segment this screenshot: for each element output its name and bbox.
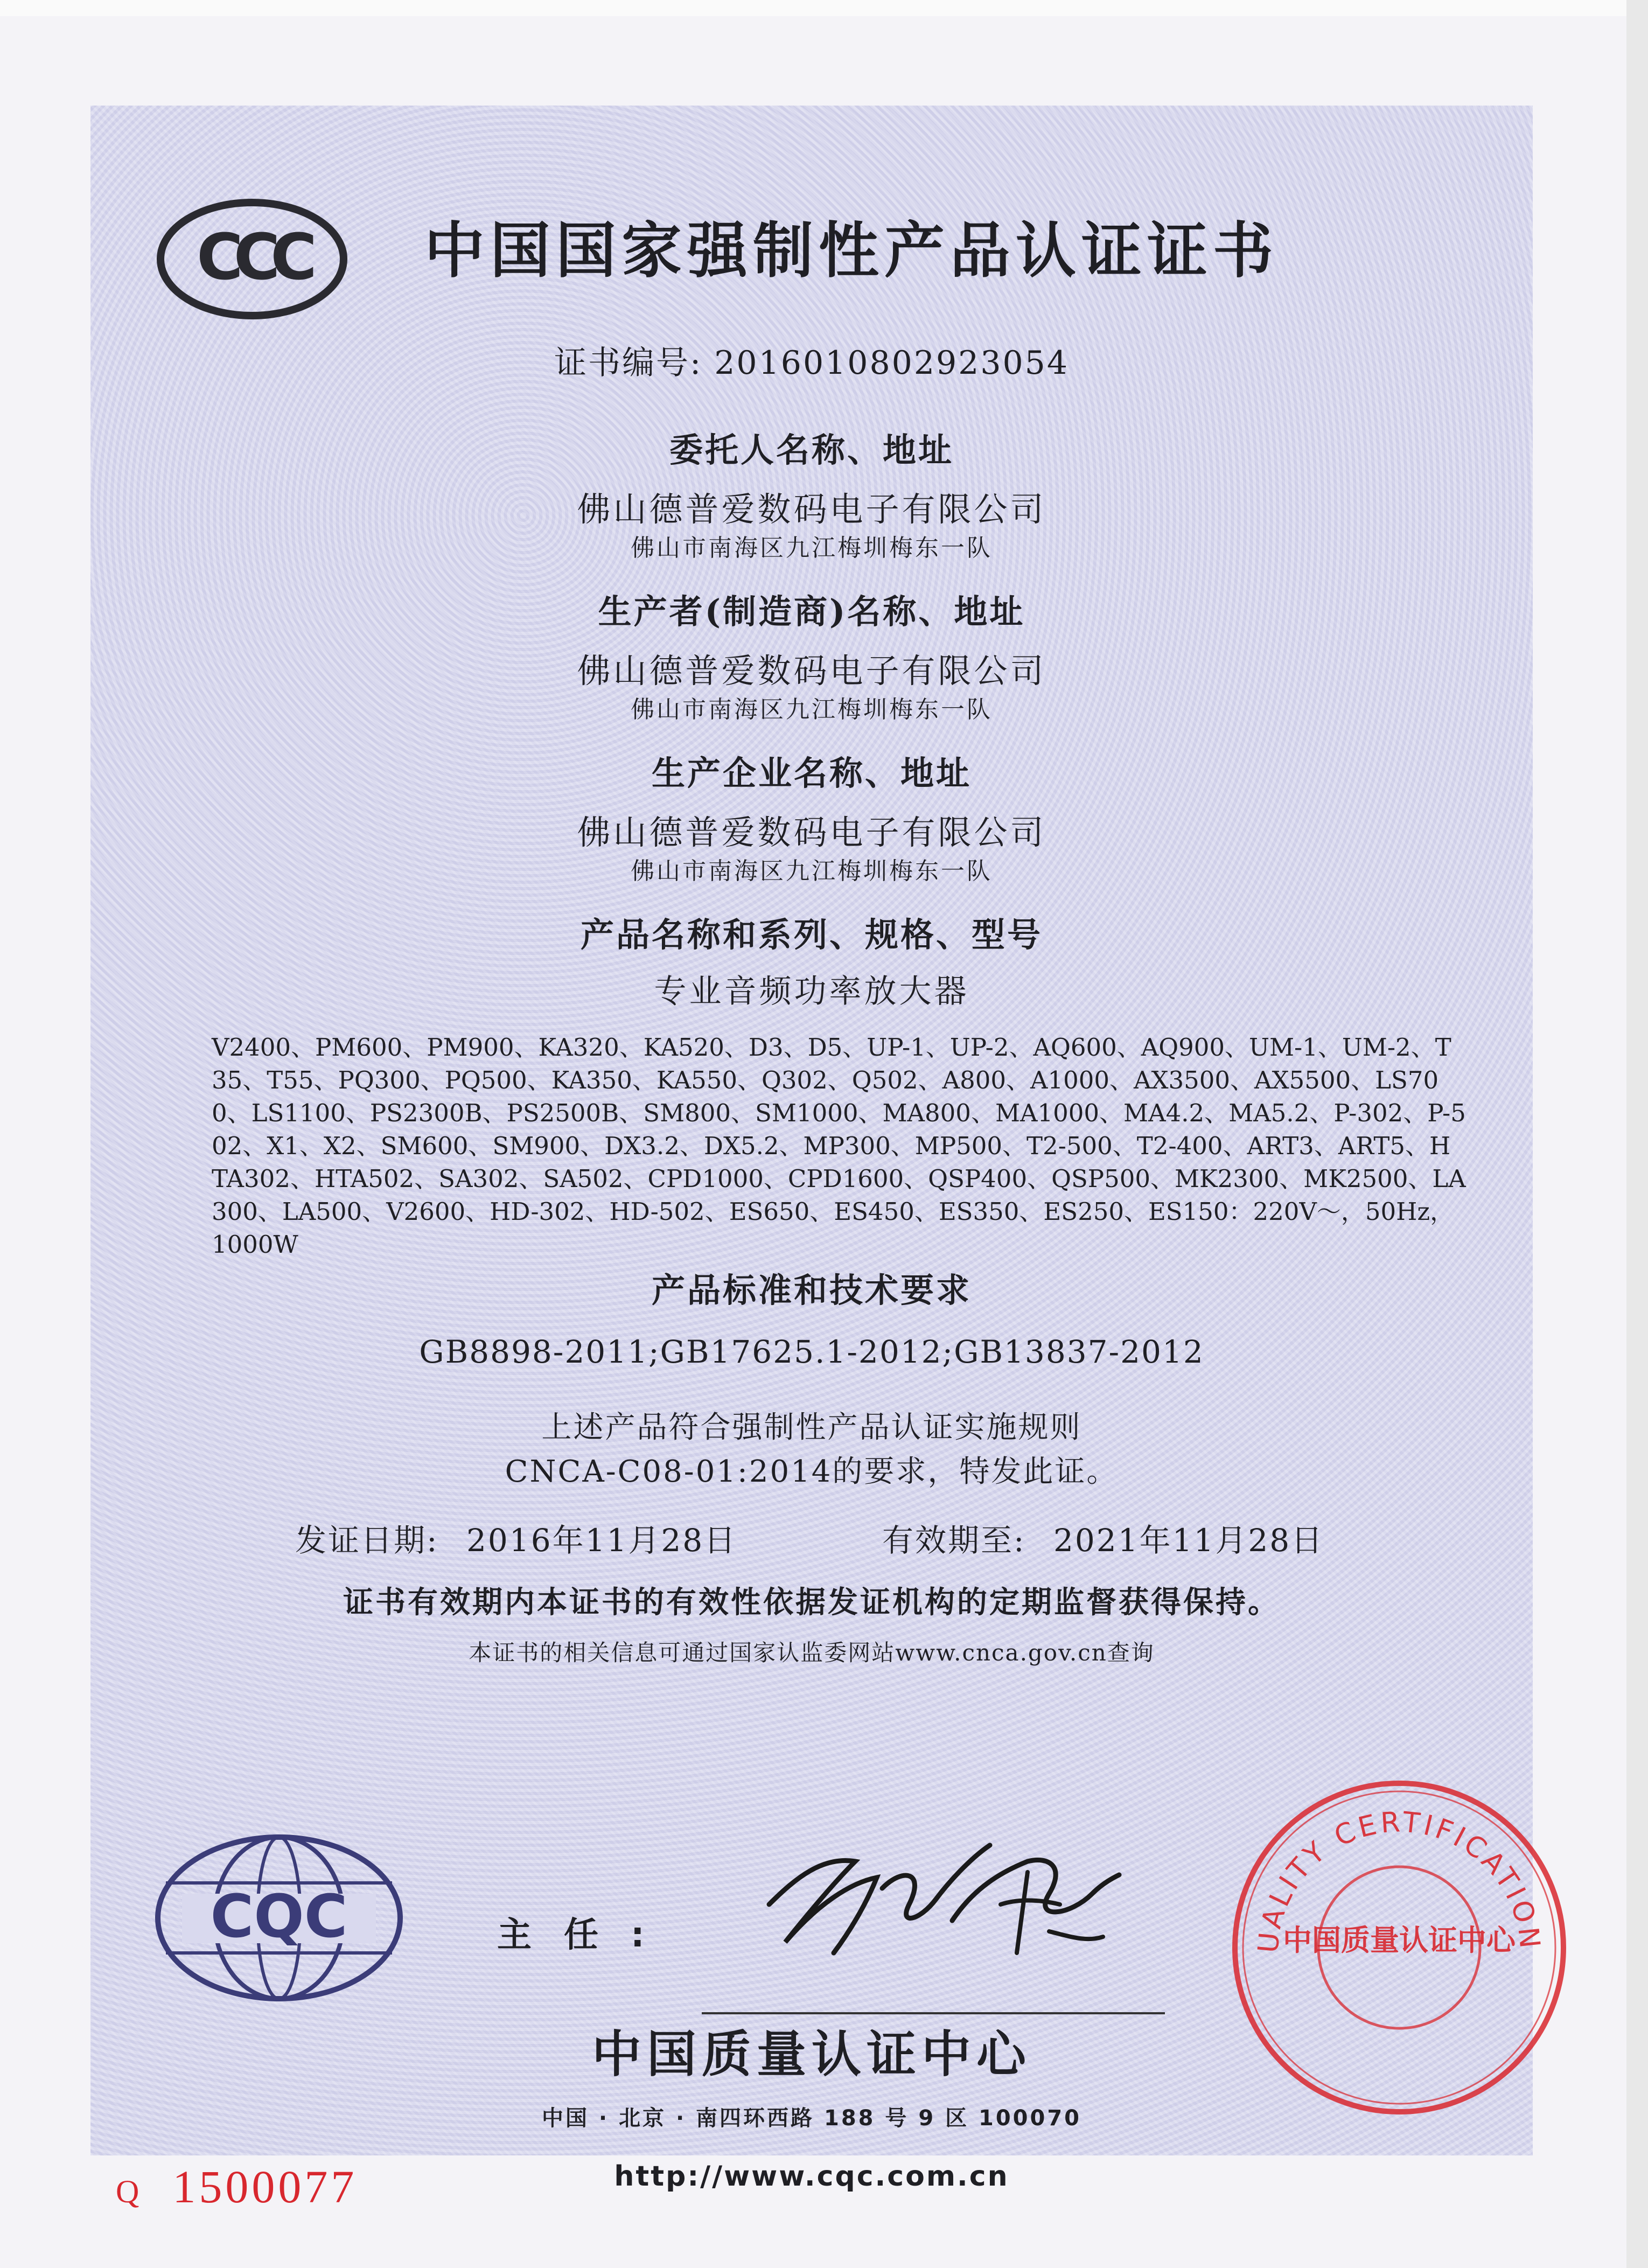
client-heading: 委托人名称、地址 <box>669 430 954 470</box>
manufacturer-heading: 生产者(制造商)名称、地址 <box>598 592 1025 631</box>
manufacturer-address: 佛山市南海区九江梅圳梅东一队 <box>631 696 993 723</box>
issue-date: 2016年11月28日 <box>466 1522 737 1559</box>
svg-text:CQC: CQC <box>210 1882 348 1951</box>
query-note: 本证书的相关信息可通过国家认监委网站www.cnca.gov.cn查询 <box>469 1639 1155 1666</box>
certificate-number: 2016010802923054 <box>714 344 1070 382</box>
cqc-seal <box>1227 1775 1572 2120</box>
product-name: 专业音频功率放大器 <box>654 973 969 1010</box>
serial-prefix: Q <box>116 2174 143 2209</box>
expiry-date: 2021年11月28日 <box>1053 1522 1324 1559</box>
factory-address: 佛山市南海区九江梅圳梅东一队 <box>631 857 993 885</box>
client-name: 佛山德普爱数码电子有限公司 <box>577 490 1046 529</box>
factory-name: 佛山德普爱数码电子有限公司 <box>577 813 1046 852</box>
cqc-logo <box>150 1829 408 2007</box>
issue-date-label: 发证日期: <box>295 1522 439 1559</box>
serial-number-value: 1500077 <box>172 2161 358 2213</box>
signature-line <box>702 2012 1165 2014</box>
manufacturer-name: 佛山德普爱数码电子有限公司 <box>577 651 1046 690</box>
standards-heading: 产品标准和技术要求 <box>651 1271 972 1310</box>
standards-value: GB8898-2011;GB17625.1-2012;GB13837-2012 <box>419 1334 1204 1370</box>
conformity-line-1: 上述产品符合强制性产品认证实施规则 <box>541 1410 1082 1445</box>
conformity-line-2: CNCA-C08-01:2014的要求，特发此证。 <box>505 1454 1119 1489</box>
certificate-number-label: 证书编号: <box>554 344 703 382</box>
director-signature <box>748 1824 1125 1974</box>
svg-text:中国质量认证中心: 中国质量认证中心 <box>1283 1923 1516 1957</box>
expiry-date-row <box>882 1515 1324 1560</box>
factory-heading: 生产企业名称、地址 <box>651 753 972 793</box>
issue-date-row <box>295 1515 737 1560</box>
organization-url: http://www.cqc.com.cn <box>614 2160 1009 2193</box>
certificate-title: 中国国家强制性产品认证证书 <box>424 216 1279 286</box>
scan-margin-right <box>1626 0 1648 2268</box>
organization-address: 中国 · 北京 · 南四环西路 188 号 9 区 100070 <box>541 2106 1082 2131</box>
validity-note: 证书有效期内本证书的有效性依据发证机构的定期监督获得保持。 <box>343 1585 1280 1620</box>
expiry-date-label: 有效期至: <box>882 1522 1026 1559</box>
ccc-logo <box>155 197 349 321</box>
serial-number <box>116 2160 357 2214</box>
client-address: 佛山市南海区九江梅圳梅东一队 <box>631 534 993 562</box>
svg-text:CCC: CCC <box>197 220 308 294</box>
product-heading: 产品名称和系列、规格、型号 <box>580 915 1043 954</box>
certificate-number-row <box>90 337 1533 383</box>
product-models: V2400、PM600、PM900、KA320、KA520、D3、D5、UP-1、UP-2、AQ600、AQ900、UM-1、UM-2、T35、T55、PQ300、PQ500、KA350、KA550、Q302、Q502、A800、A1000、AX3500、AX5500、LS700、LS1100、PS2300B、PS2500B、SM800、SM1000、MA800、MA1000、MA4.2、MA5.2、P-302、P-502、X1、X2、SM600、SM900、DX3.2、DX5.2、MP300、MP500、T2-500、T2-400、ART3、ART5、HTA302、HTA502、SA302、SA502、CPD1000、CPD1600、QSP400、QSP500、MK2300、MK2500、LA300、LA500、V2600、HD-302、HD-502、ES650、ES450、ES350、ES250、ES150：220V～，50Hz，1000W <box>212 1033 1466 1259</box>
svg-text:CHINA QUALITY CERTIFICATION CE: UALITY CERTIFICATION <box>1252 1806 1546 1955</box>
director-label: 主任: <box>497 1915 677 1955</box>
issuing-organization: 中国质量认证中心 <box>591 2026 1031 2083</box>
scan-margin-top <box>0 0 1648 16</box>
